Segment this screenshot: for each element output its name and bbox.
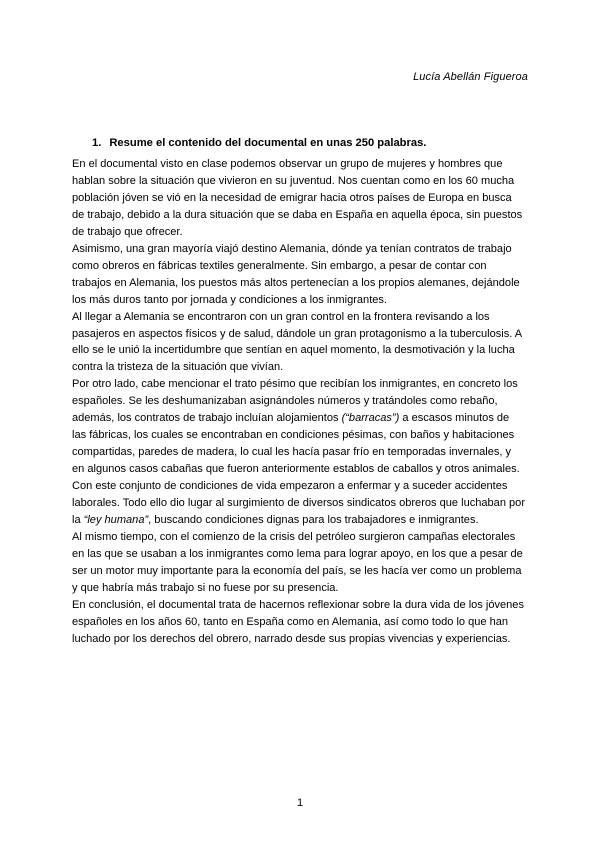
text-line <box>72 512 534 529</box>
text-line: Al llegar a Alemania se encontraron con un gran control en la frontera revisando a los <box>72 310 490 323</box>
text-line: españoles en los años 60, tanto en España como en Alemania, así como todo lo que han <box>72 615 509 628</box>
text-segment: a escasos minutos de <box>399 412 510 425</box>
text-line: de trabajo que ofrecer. <box>72 225 183 238</box>
text-line <box>72 410 534 427</box>
text-line: Por otro lado, cabe mencionar el trato pésimo que recibían los inmigrantes, en concreto los <box>72 378 518 391</box>
text-line: hablan sobre la situación que vivieron en su juventud. Nos cuentan como en los 60 mucha <box>72 174 515 187</box>
text-line: como obreros en fábricas textiles generalmente. Sin embargo, a pesar de contar con <box>72 259 487 272</box>
text-line: en algunos casos cabañas que fueron anteriormente establos de caballos y otros animales. <box>72 463 520 476</box>
text-line: luchado por los derechos del obrero, narrado desde sus propias vivencias y experiencias. <box>72 632 511 645</box>
text-line: compartidas, paredes de madera, lo cual les hacía pasar frío en temporadas invernales, y <box>72 446 512 459</box>
quoted-term: (“barracas”) <box>341 412 400 425</box>
text-line: y que habría más trabajo si no fuese por su presencia. <box>72 581 339 594</box>
page-number: 1 <box>296 797 304 809</box>
text-line: En el documental visto en clase podemos observar un grupo de mujeres y hombres que <box>72 158 503 170</box>
text-line: ser un motor muy importante para la economía del país, se les hacía ver como un problema <box>72 564 522 577</box>
quoted-term: “ley humana” <box>83 514 149 527</box>
body-text <box>72 156 534 648</box>
text-line: ello se le unió la incertidumbre que sentían en aquel momento, la desmotivación y la lucha <box>72 344 515 357</box>
section-heading <box>92 137 426 149</box>
text-line: Al mismo tiempo, con el comienzo de la crisis del petróleo surgieron campañas electorales <box>72 530 516 543</box>
text-line: trabajos en Alemania, los puestos más altos pertenecían a los propios alemanes, dejándole <box>72 276 520 289</box>
text-line: los más duros tanto por jornada y condiciones a los inmigrantes. <box>72 293 388 306</box>
section-number: 1. <box>92 137 102 149</box>
text-line: laborales. Todo ello dio lugar al surgimiento de diversos sindicatos obreros que luchaban por <box>72 497 525 510</box>
text-segment: , buscando condiciones dignas para los trabajadores e inmigrantes. <box>148 514 479 527</box>
text-line: En conclusión, el documental trata de hacernos reflexionar sobre la dura vida de los jóvenes <box>72 598 524 611</box>
text-line: españoles. Se les deshumanizaban asignándoles números y tratándoles como rebaño, <box>72 395 498 408</box>
text-line: Con este conjunto de condiciones de vida empezaron a enfermar y a suceder accidentes <box>72 480 508 493</box>
section-title: Resume el contenido del documental en unas 250 palabras. <box>109 137 427 149</box>
text-line: en las que se usaban a los inmigrantes como lema para lograr apoyo, en los que a pesar de <box>72 547 523 560</box>
text-segment: además, los contratos de trabajo incluían alojamientos <box>72 412 342 425</box>
text-line: las fábricas, los cuales se encontraban en condiciones pésimas, con baños y habitaciones <box>72 429 515 442</box>
text-line: de trabajo, debido a la dura situación que se daba en España en aquella época, sin puestos <box>72 208 523 221</box>
text-segment: la <box>72 514 84 527</box>
text-line: Asimismo, una gran mayoría viajó destino Alemania, dónde ya tenían contratos de trabajo <box>72 242 512 255</box>
text-line: población jóven se vió en la necesidad de emigrar hacia otros países de Europa en busca <box>72 191 512 204</box>
text-line: contra la tristeza de la situación que vivían. <box>72 361 284 374</box>
author-name: Lucía Abellán Figueroa <box>413 71 528 83</box>
text-line: pasajeros en aspectos físicos y de salud, dándole un gran protagonismo a la tuberculosis. A <box>72 327 523 340</box>
